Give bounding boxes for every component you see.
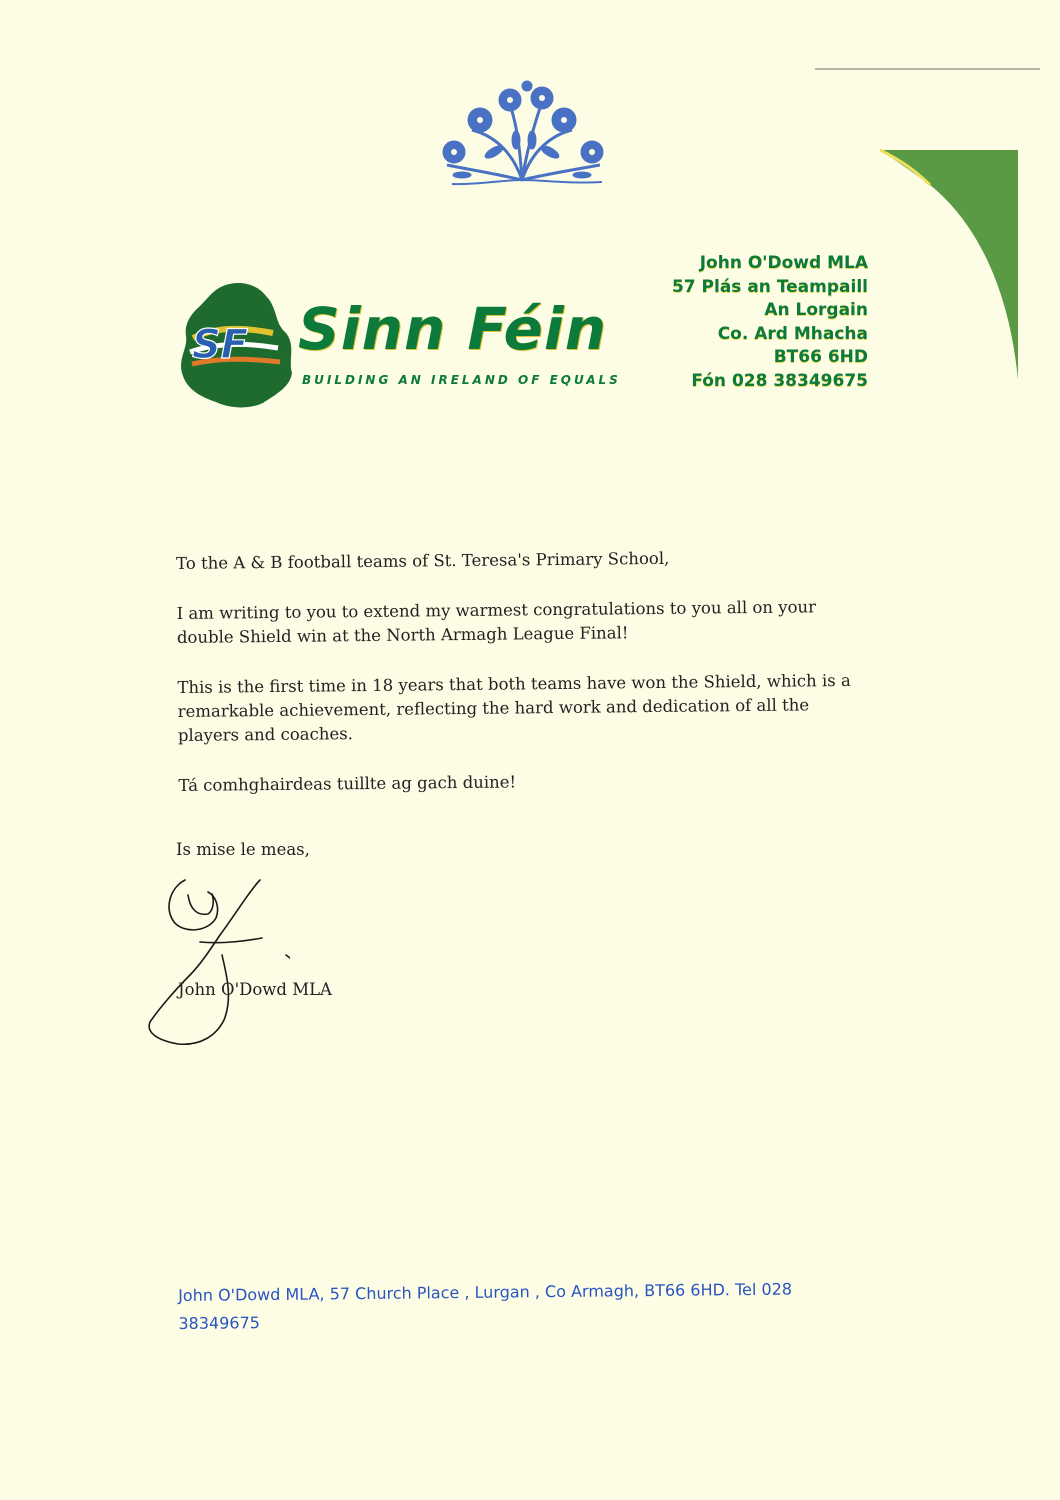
letter-closing: Is mise le meas,	[176, 840, 310, 859]
logo-monogram: SF	[192, 322, 249, 368]
footer-line: John O'Dowd MLA, 57 Church Place , Lurgan , Co Armagh, BT66 6HD. Tel 028	[178, 1279, 793, 1305]
address-line: Fón 028 38349675	[691, 370, 868, 391]
address-line: BT66 6HD	[773, 347, 868, 367]
corner-fold-graphic	[870, 145, 1020, 385]
corner-fold-shape	[880, 150, 1018, 380]
handwritten-signature-icon	[140, 860, 290, 1050]
floral-emblem-icon	[432, 80, 612, 188]
address-line: An Lorgain	[764, 300, 868, 320]
address-line: Co. Ard Mhacha	[717, 323, 868, 344]
address-line: John O'Dowd MLA	[699, 253, 868, 273]
letter-footer	[178, 1275, 859, 1338]
letter-body	[176, 545, 869, 824]
logo-wordmark: Sinn Féin	[298, 295, 608, 363]
scan-edge-line	[815, 68, 1040, 70]
logo-tagline: BUILDING AN IRELAND OF EQUALS	[302, 373, 621, 387]
letter-paragraph: This is the first time in 18 years that both teams have won the Shield, which is a remarkable achievement, reflecting the hard work and dedication of all the players and coaches.	[177, 670, 851, 745]
letter-paragraph: Tá comhghairdeas tuillte ag gach duine!	[178, 772, 517, 795]
footer-line: 38349675	[178, 1313, 260, 1333]
letter-salutation: To the A & B football teams of St. Teresa's Primary School,	[176, 548, 670, 573]
letter-signoff: John O'Dowd MLA	[178, 980, 332, 999]
letter-paragraph: I am writing to you to extend my warmest congratulations to you all on your double Shield win at the North Armagh League Final!	[176, 597, 817, 647]
sinn-fein-island-logo-icon	[178, 278, 298, 413]
sender-address	[672, 252, 868, 393]
address-line: 57 Plás an Teampaill	[671, 276, 868, 297]
